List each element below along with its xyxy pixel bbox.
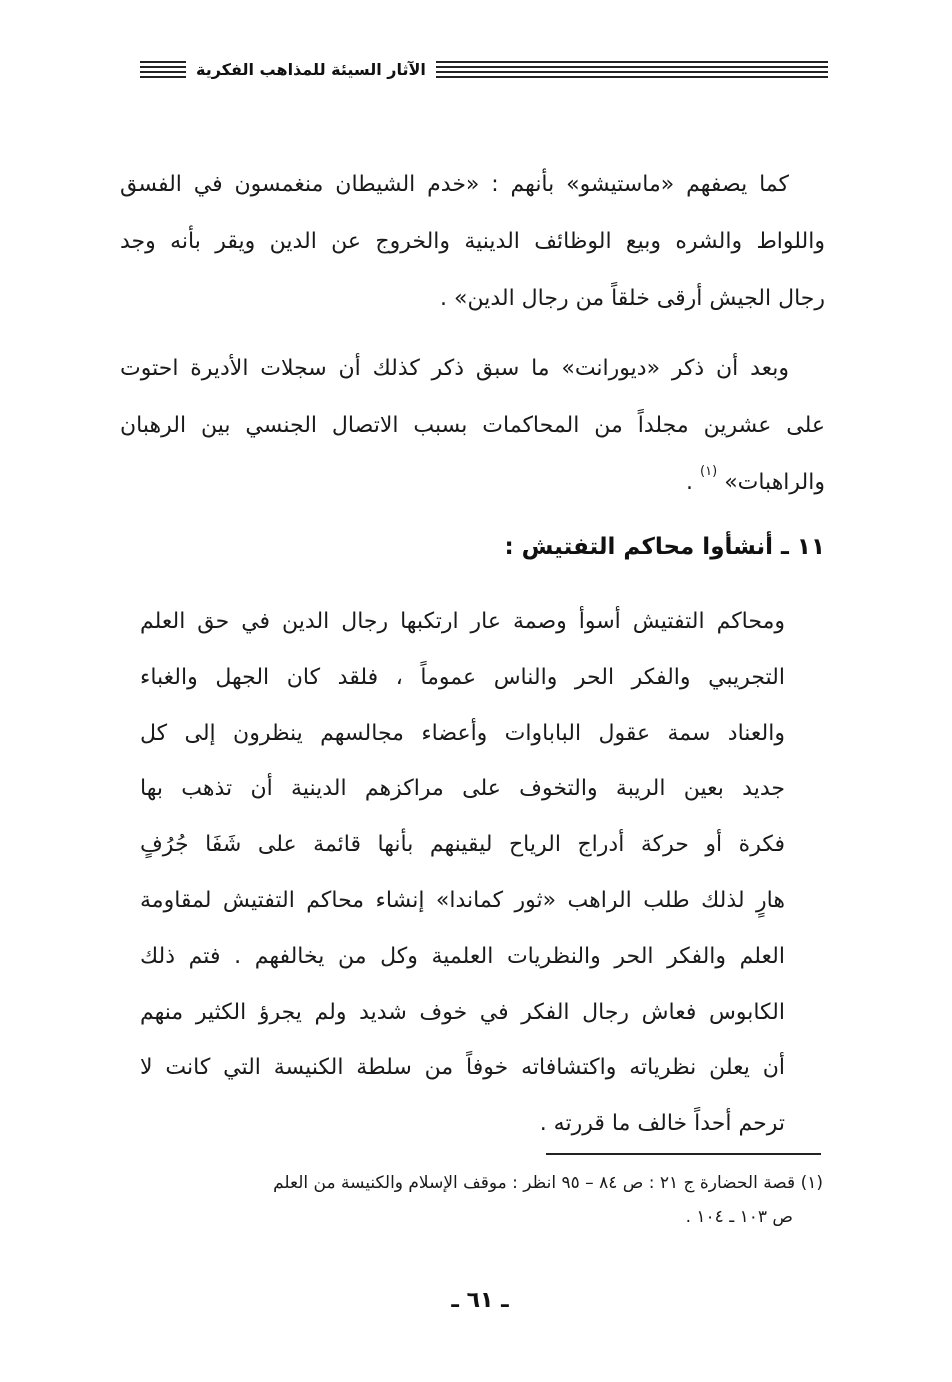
paragraph-1 xyxy=(120,156,825,327)
paragraph-line: كما يصفهم «ماستيشو» بأنهم : «خدم الشيطان منغمسون في الفسق xyxy=(120,172,789,197)
paragraph-line-text: والراهبات» xyxy=(724,470,825,495)
paragraph-line: الكابوس فعاش رجال الفكر في خوف شديد ولم يجرؤ الكثير منهم xyxy=(140,999,785,1025)
paragraph-line: رجال الجيش أرقى خلقاً من رجال الدين» . xyxy=(440,286,825,311)
paragraph-last-line xyxy=(120,454,825,511)
paragraph-line: هارٍ لذلك طلب الراهب «ثور كماندا» إنشاء محاكم التفتيش لمقاومة xyxy=(140,887,785,913)
running-header-title: الآثار السيئة للمذاهب الفكرية xyxy=(196,59,426,79)
paragraph-line: العلم والفكر الحر والنظريات العلمية وكل من يخالفهم . فتم ذلك xyxy=(140,943,785,969)
section-heading: ١١ ـ أنشأوا محاكم التفتيش : xyxy=(504,534,825,560)
running-header xyxy=(140,52,828,86)
paragraph-line: التجريبي والفكر الحر والناس عموماً ، فلقد كان الجهل والغباء xyxy=(140,664,785,690)
header-rule-right xyxy=(436,61,828,78)
paragraph-line: جديد بعين الريبة والتخوف على مراكزهم الدينية أن تذهب بها xyxy=(140,776,785,802)
paragraph-line: أن يعلن نظرياته واكتشافاته خوفاً من سلطة الكنيسة التي كانت لا xyxy=(140,1055,785,1081)
footnote-line: ص ١٠٣ ـ ١٠٤ . xyxy=(685,1207,793,1227)
footnote-separator xyxy=(546,1153,821,1155)
footnote-reference: (١) xyxy=(700,464,718,479)
end-mark: . xyxy=(686,470,694,495)
footnote xyxy=(135,1166,823,1234)
paragraph-line: والعناد سمة عقول الباباوات وأعضاء مجالسهم ينظرون إلى كل xyxy=(140,720,785,746)
paragraph-2 xyxy=(120,340,825,511)
header-rule-left xyxy=(140,61,186,78)
paragraph-line: ومحاكم التفتيش أسوأ وصمة عار ارتكبها رجال الدين في حق العلم xyxy=(140,609,785,634)
paragraph-line: فكرة أو حركة أدراج الرياح ليقينهم بأنها قائمة على شَفَا جُرُفٍ xyxy=(140,832,785,858)
paragraph-line: ترحم أحداً خالف ما قررته . xyxy=(539,1111,785,1137)
paragraph-line: واللواط والشره وبيع الوظائف الدينية والخروج عن الدين ويقر بأنه وجد xyxy=(120,229,825,254)
page-number: ـ ٦١ ـ xyxy=(451,1288,509,1313)
paragraph-line: وبعد أن ذكر «ديورانت» ما سبق ذكر كذلك أن سجلات الأديرة احتوت xyxy=(120,356,789,381)
paragraph-line: على عشرين مجلداً من المحاكمات بسبب الاتصال الجنسي بين الرهبان xyxy=(120,413,825,438)
footnote-line: (١) قصة الحضارة ج ٢١ : ص ٨٤ – ٩٥ انظر : موقف الإسلام والكنيسة من العلم xyxy=(273,1173,823,1193)
paragraph-3 xyxy=(140,594,785,1152)
